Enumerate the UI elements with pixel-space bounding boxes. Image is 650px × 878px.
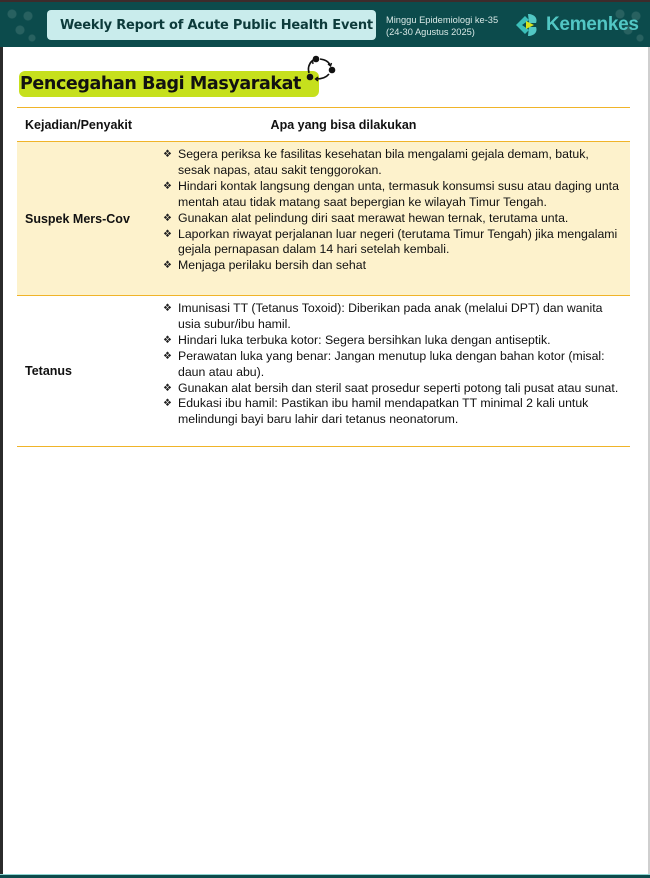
table-header — [17, 107, 630, 142]
column-header-disease: Kejadian/Penyakit — [25, 117, 132, 132]
diamond-bullet-icon: ❖ — [163, 212, 172, 224]
section-title: Pencegahan Bagi Masyarakat — [19, 71, 319, 97]
action-list — [157, 296, 630, 446]
cycle-arrows-icon — [303, 53, 337, 87]
prevention-table — [17, 107, 630, 447]
kemenkes-logo — [514, 12, 639, 38]
list-item: ❖ Hindari kontak langsung dengan unta, termasuk konsumsi susu atau daging unta mentah atau tidak matang saat bepergian ke wilayah Timur Tengah. — [163, 178, 619, 209]
diamond-bullet-icon: ❖ — [163, 334, 172, 346]
list-item: ❖ Hindari luka terbuka kotor: Segera bersihkan luka dengan antiseptik. — [163, 332, 551, 347]
list-item: ❖ Gunakan alat bersih dan steril saat prosedur seperti potong tali pusat atau sunat. — [163, 380, 619, 395]
kemenkes-logo-icon — [514, 12, 542, 38]
report-header — [0, 0, 650, 47]
diamond-bullet-icon: ❖ — [163, 303, 172, 314]
list-item: ❖ Imunisasi TT (Tetanus Toxoid): Diberikan pada anak (melalui DPT) dan wanita usia subur/ibu hamil. — [163, 301, 603, 331]
epi-week-number: Minggu Epidemiologi ke-35 — [386, 15, 499, 25]
list-item: ❖ Gunakan alat pelindung diri saat merawat hewan ternak, terutama unta. — [163, 210, 569, 225]
diamond-bullet-icon: ❖ — [163, 382, 172, 394]
disease-name: Suspek Mers-Cov — [25, 211, 130, 226]
list-item: ❖ Laporkan riwayat perjalanan luar negeri (terutama Timur Tengah) jika mengalami gejala pernapasan dalam 14 hari setelah kembali. — [163, 226, 618, 257]
action-list — [157, 142, 630, 295]
diamond-bullet-icon: ❖ — [163, 398, 172, 410]
page-edge — [0, 0, 3, 878]
batik-pattern-decoration — [2, 4, 42, 46]
diamond-bullet-icon: ❖ — [163, 260, 172, 272]
table-row — [17, 296, 630, 447]
diamond-bullet-icon: ❖ — [163, 228, 172, 240]
diamond-bullet-icon: ❖ — [163, 180, 172, 192]
disease-name: Tetanus — [25, 364, 72, 378]
logo-text: Kemenkes — [546, 14, 639, 35]
list-item: ❖ Segera periksa ke fasilitas kesehatan bila mengalami gejala demam, batuk, sesak napas, atau sakit tenggorokan. — [163, 147, 589, 177]
list-item: ❖ Perawatan luka yang benar: Jangan menutup luka dengan bahan kotor (misal: daun atau abu). — [163, 348, 605, 379]
list-item: ❖ Menjaga perilaku bersih dan sehat — [163, 258, 366, 273]
report-title: Weekly Report of Acute Public Health Event — [47, 10, 376, 40]
diamond-bullet-icon: ❖ — [163, 149, 172, 160]
column-header-actions: Apa yang bisa dilakukan — [270, 117, 417, 132]
footer-bar — [0, 874, 650, 878]
list-item: ❖ Edukasi ibu hamil: Pastikan ibu hamil mendapatkan TT minimal 2 kali untuk melindungi bayi baru lahir dari tetanus neonatorum. — [163, 396, 589, 427]
table-row — [17, 142, 630, 296]
diamond-bullet-icon: ❖ — [163, 350, 172, 362]
epi-week-dates: (24-30 Agustus 2025) — [386, 27, 475, 37]
epidemiology-week — [386, 14, 506, 38]
